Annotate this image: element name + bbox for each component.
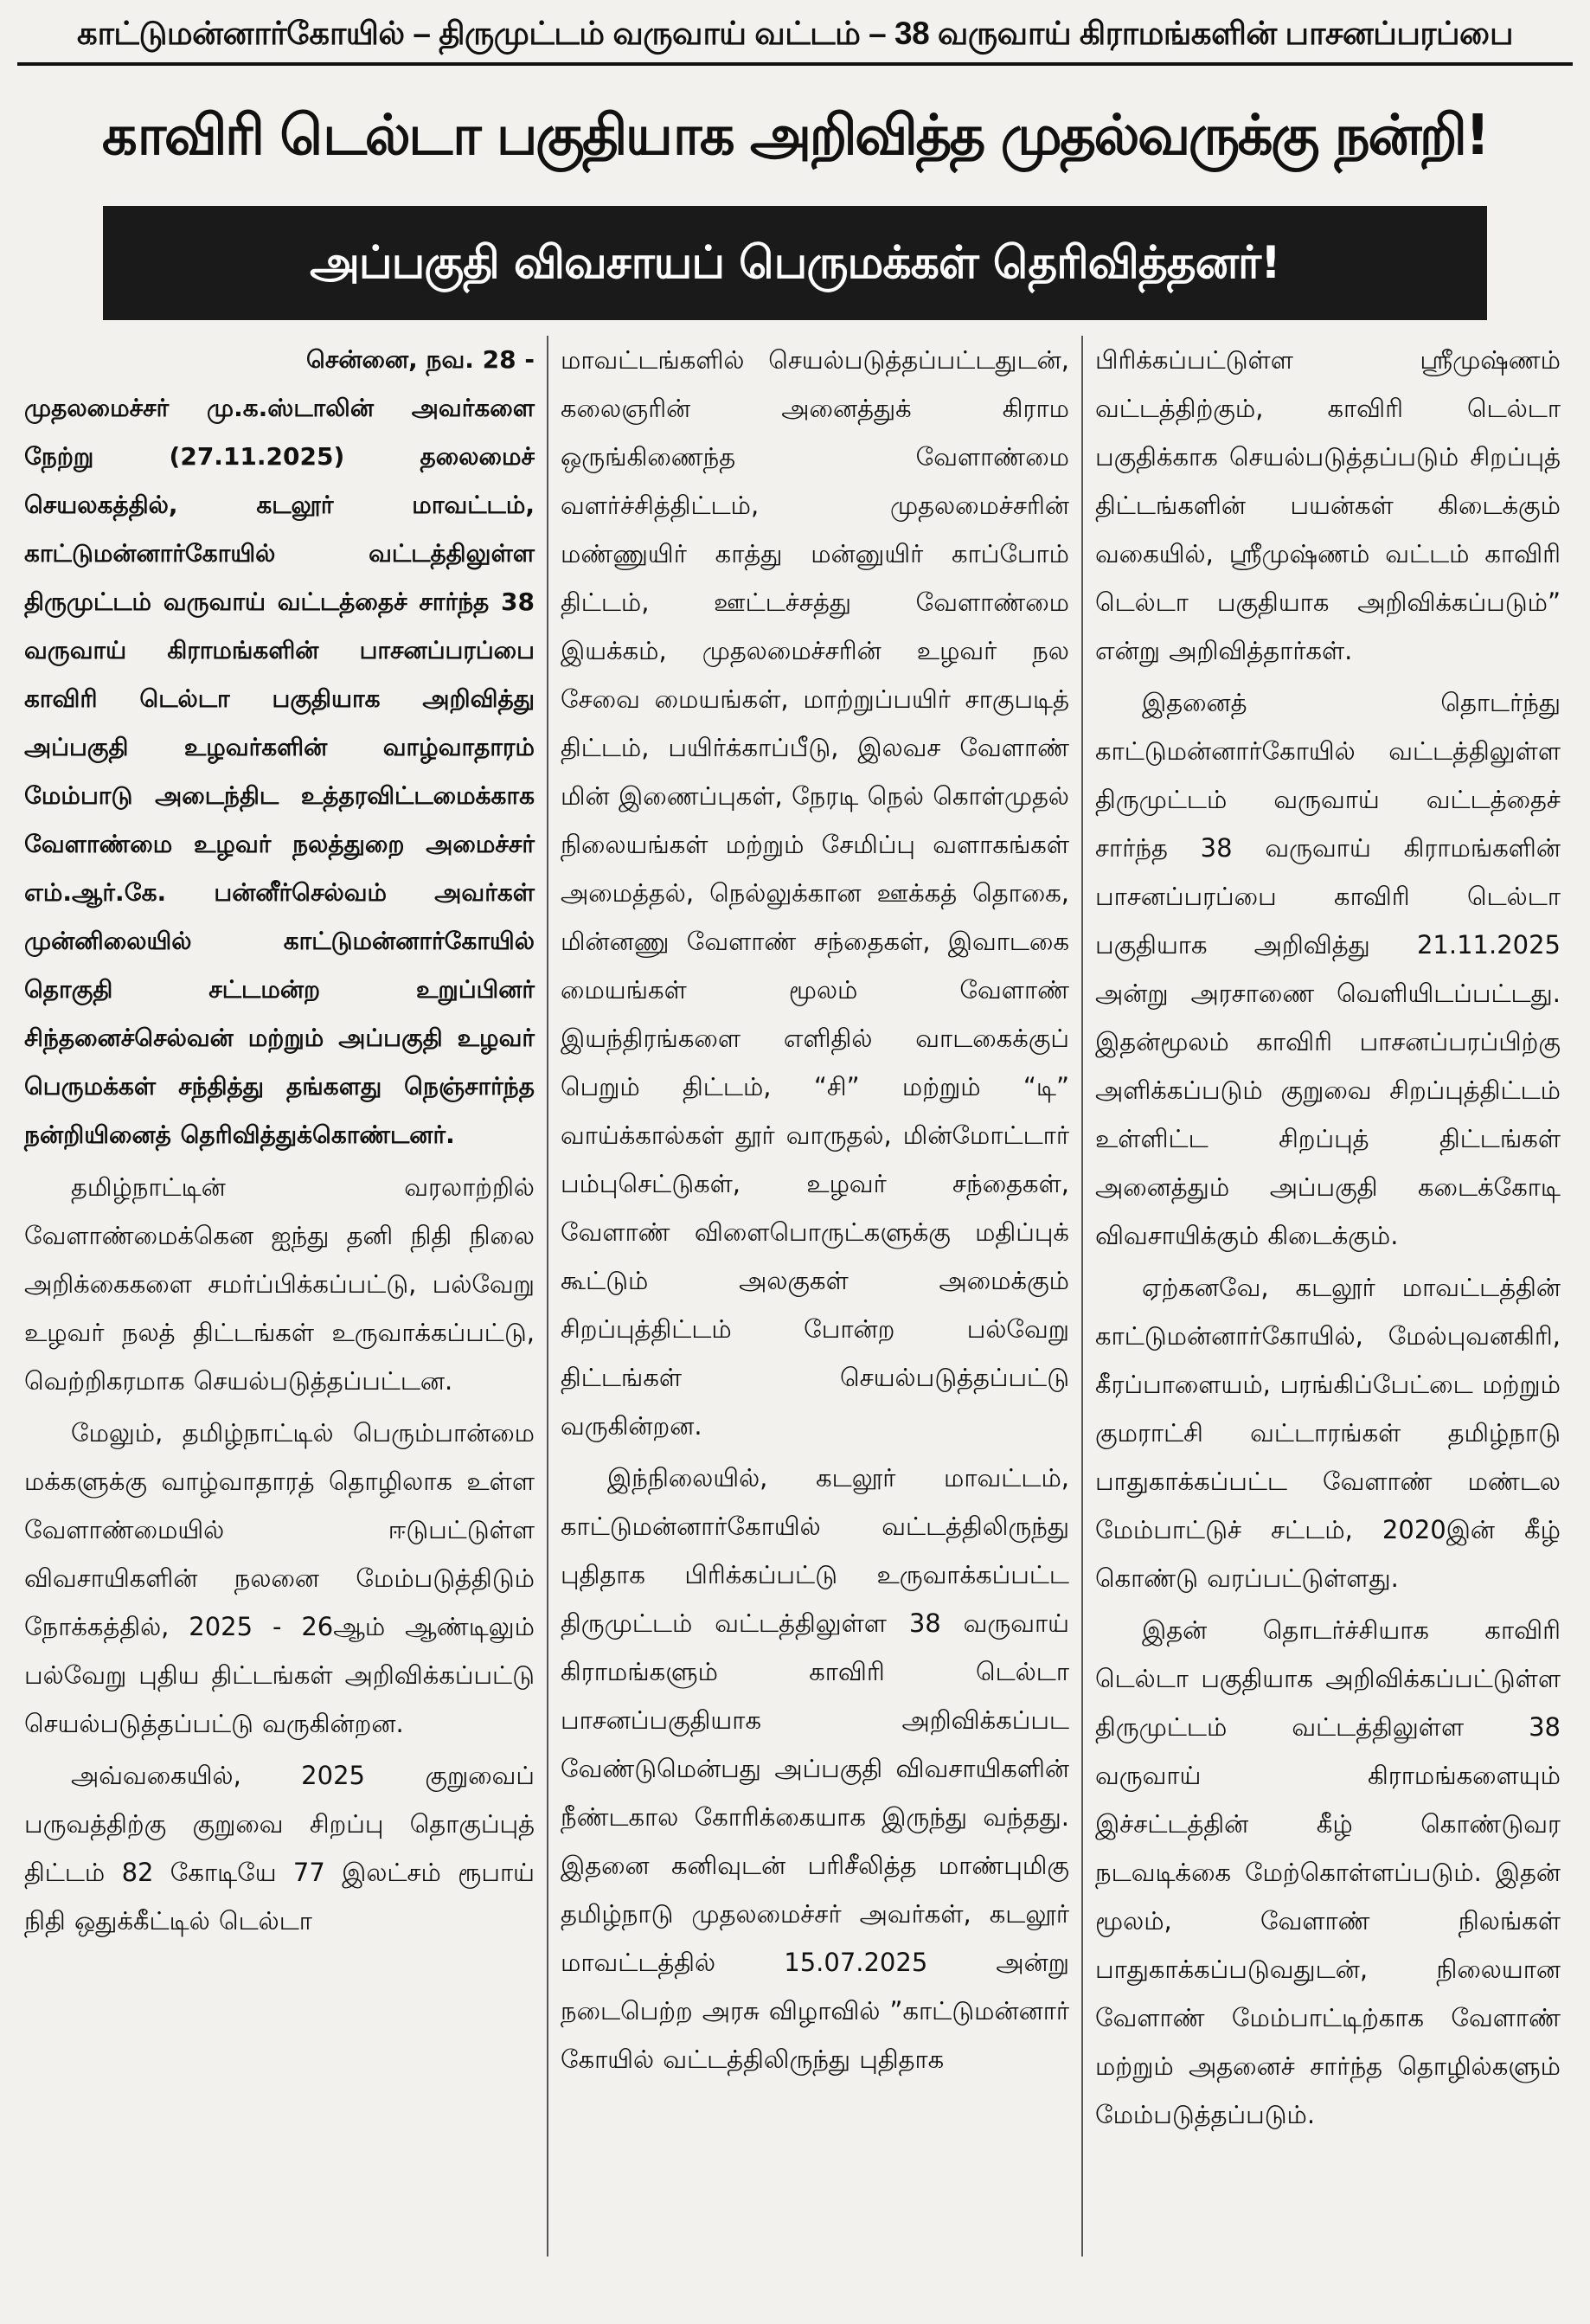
- paragraph: இந்நிலையில், கடலூர் மாவட்டம், காட்டுமன்னார்கோயில் வட்டத்திலிருந்து புதிதாக பிரிக்கப்பட்டு உருவாக்கப்பட்ட திருமுட்டம் வட்டத்திலுள்ள 38 வருவாய் கிராமங்களும் காவிரி டெல்டா பாசனப்பகுதியாக அறிவிக்கப்பட வேண்டுமென்பது அப்பகுதி விவசாயிகளின் நீண்டகால கோரிக்கையாக இருந்து வந்தது. இதனை கனிவுடன் பரிசீலித்த மாண்புமிகு தமிழ்நாடு முதலமைச்சர் அவர்கள், கடலூர் மாவட்டத்தில் 15.07.2025 அன்று நடைபெற்ற அரசு விழாவில் ”காட்டுமன்னார் கோயில் வட்டத்திலிருந்து புதிதாக: [561, 1463, 1069, 2074]
- paragraph: மேலும், தமிழ்நாட்டில் பெரும்பான்மை மக்களுக்கு வாழ்வாதாரத் தொழிலாக உள்ள வேளாண்மையில் ஈடுபட்டுள்ள விவசாயிகளின் நலனை மேம்படுத்திடும் நோக்கத்தில், 2025 - 26ஆம் ஆண்டிலும் பல்வேறு புதிய திட்டங்கள் அறிவிக்கப்பட்டு செயல்படுத்தப்பட்டு வருகின்றன.: [24, 1418, 535, 1738]
- paragraph: இதன் தொடர்ச்சியாக காவிரி டெல்டா பகுதியாக அறிவிக்கப்பட்டுள்ள திருமுட்டம் வட்டத்திலுள்ள 38 வருவாய் கிராமங்களையும் இச்சட்டத்தின் கீழ் கொண்டுவர நடவடிக்கை மேற்கொள்ளப்படும். இதன் மூலம், வேளாண் நிலங்கள் பாதுகாக்கப்படுவதுடன், நிலையான வேளாண் மேம்பாட்டிற்காக வேளாண் மற்றும் அதனைச் சார்ந்த தொழில்களும் மேம்படுத்தப்படும்.: [1095, 1615, 1561, 2129]
- kicker-rule: [17, 62, 1573, 66]
- subheadline: அப்பகுதி விவசாயப் பெருமக்கள் தெரிவித்தனர்!: [103, 206, 1487, 320]
- column-1: [17, 336, 547, 2257]
- paragraph: பிரிக்கப்பட்டுள்ள ஸ்ரீமுஷ்ணம் வட்டத்திற்கும், காவிரி டெல்டா பகுதிக்காக செயல்படுத்தப்படும் சிறப்புத் திட்டங்களின் பயன்கள் கிடைக்கும் வகையில், ஸ்ரீமுஷ்ணம் வட்டம் காவிரி டெல்டா பகுதியாக அறிவிக்கப்படும்” என்று அறிவித்தார்கள்.: [1095, 345, 1561, 665]
- paragraph: ஏற்கனவே, கடலூர் மாவட்டத்தின் காட்டுமன்னார்கோயில், மேல்புவனகிரி, கீரப்பாளையம், பரங்கிப்பேட்டை மற்றும் குமராட்சி வட்டாரங்கள் தமிழ்நாடு பாதுகாக்கப்பட்ட வேளாண் மண்டல மேம்பாட்டுச் சட்டம், 2020இன் கீழ் கொண்டு வரப்பட்டுள்ளது.: [1095, 1273, 1561, 1593]
- headline: காவிரி டெல்டா பகுதியாக அறிவித்த முதல்வருக்கு நன்றி!: [101, 104, 1489, 168]
- paragraph: முதலமைச்சர் மு.க.ஸ்டாலின் அவர்களை நேற்று (27.11.2025) தலைமைச் செயலகத்தில், கடலூர் மாவட்டம், காட்டுமன்னார்கோயில் வட்டத்திலுள்ள திருமுட்டம் வருவாய் வட்டத்தைச் சார்ந்த 38 வருவாய் கிராமங்களின் பாசனப்பரப்பை காவிரி டெல்டா பகுதியாக அறிவித்து அப்பகுதி உழவர்களின் வாழ்வாதாரம் மேம்பாடு அடைந்திட உத்தரவிட்டமைக்காக வேளாண்மை உழவர் நலத்துறை அமைச்சர் எம்.ஆர்.கே. பன்னீர்செல்வம் அவர்கள் முன்னிலையில் காட்டுமன்னார்கோயில் தொகுதி சட்டமன்ற உறுப்பினர் சிந்தனைச்செல்வன் மற்றும் அப்பகுதி உழவர் பெருமக்கள் சந்தித்து தங்களது நெஞ்சார்ந்த நன்றியினைத் தெரிவித்துக்கொண்டனர்.: [24, 394, 535, 1149]
- paragraph: தமிழ்நாட்டின் வரலாற்றில் வேளாண்மைக்கென ஐந்து தனி நிதி நிலை அறிக்கைகளை சமர்ப்பிக்கப்பட்டு, பல்வேறு உழவர் நலத் திட்டங்கள் உருவாக்கப்பட்டு, வெற்றிகரமாக செயல்படுத்தப்பட்டன.: [24, 1172, 535, 1396]
- paragraph: மாவட்டங்களில் செயல்படுத்தப்பட்டதுடன், கலைஞரின் அனைத்துக் கிராம ஒருங்கிணைந்த வேளாண்மை வளர்ச்சித்திட்டம், முதலமைச்சரின் மண்ணுயிர் காத்து மன்னுயிர் காப்போம் திட்டம், ஊட்டச்சத்து வேளாண்மை இயக்கம், முதலமைச்சரின் உழவர் நல சேவை மையங்கள், மாற்றுப்பயிர் சாகுபடித் திட்டம், பயிர்க்காப்பீடு, இலவச வேளாண் மின் இணைப்புகள், நேரடி நெல் கொள்முதல் நிலையங்கள் மற்றும் சேமிப்பு வளாகங்கள் அமைத்தல், நெல்லுக்கான ஊக்கத் தொகை, மின்னணு வேளாண் சந்தைகள், இவாடகை மையங்கள் மூலம் வேளாண் இயந்திரங்களை எளிதில் வாடகைக்குப் பெறும் திட்டம், “சி” மற்றும் “டி” வாய்க்கால்கள் தூர் வாருதல், மின்மோட்டார் பம்புசெட்டுகள், உழவர் சந்தைகள், வேளாண் விளைபொருட்களுக்கு மதிப்புக் கூட்டும் அலகுகள் அமைக்கும் சிறப்புத்திட்டம் போன்ற பல்வேறு திட்டங்கள் செயல்படுத்தப்பட்டு வருகின்றன.: [561, 345, 1069, 1441]
- article-body: [17, 336, 1573, 2257]
- dateline: சென்னை, நவ. 28 -: [306, 345, 535, 374]
- paragraph: அவ்வகையில், 2025 குறுவைப் பருவத்திற்கு குறுவை சிறப்பு தொகுப்புத் திட்டம் 82 கோடியே 77 இலட்சம் ரூபாய் நிதி ஒதுக்கீட்டில் டெல்டா: [24, 1761, 535, 1936]
- subheadline-band: [17, 206, 1573, 320]
- column-2: [547, 336, 1081, 2257]
- column-3: [1081, 336, 1573, 2257]
- kicker-line: காட்டுமன்னார்கோயில் – திருமுட்டம் வருவாய் வட்டம் – 38 வருவாய் கிராமங்களின் பாசனப்பரப்பை: [76, 16, 1514, 51]
- paragraph: இதனைத் தொடர்ந்து காட்டுமன்னார்கோயில் வட்டத்திலுள்ள திருமுட்டம் வருவாய் வட்டத்தைச் சார்ந்த 38 வருவாய் கிராமங்களின் பாசனப்பரப்பை காவிரி டெல்டா பகுதியாக அறிவித்து 21.11.2025 அன்று அரசாணை வெளியிடப்பட்டது. இதன்மூலம் காவிரி பாசனப்பரப்பிற்கு அளிக்கப்படும் குறுவை சிறப்புத்திட்டம் உள்ளிட்ட சிறப்புத் திட்டங்கள் அனைத்தும் அப்பகுதி கடைக்கோடி விவசாயிக்கும் கிடைக்கும்.: [1095, 688, 1561, 1250]
